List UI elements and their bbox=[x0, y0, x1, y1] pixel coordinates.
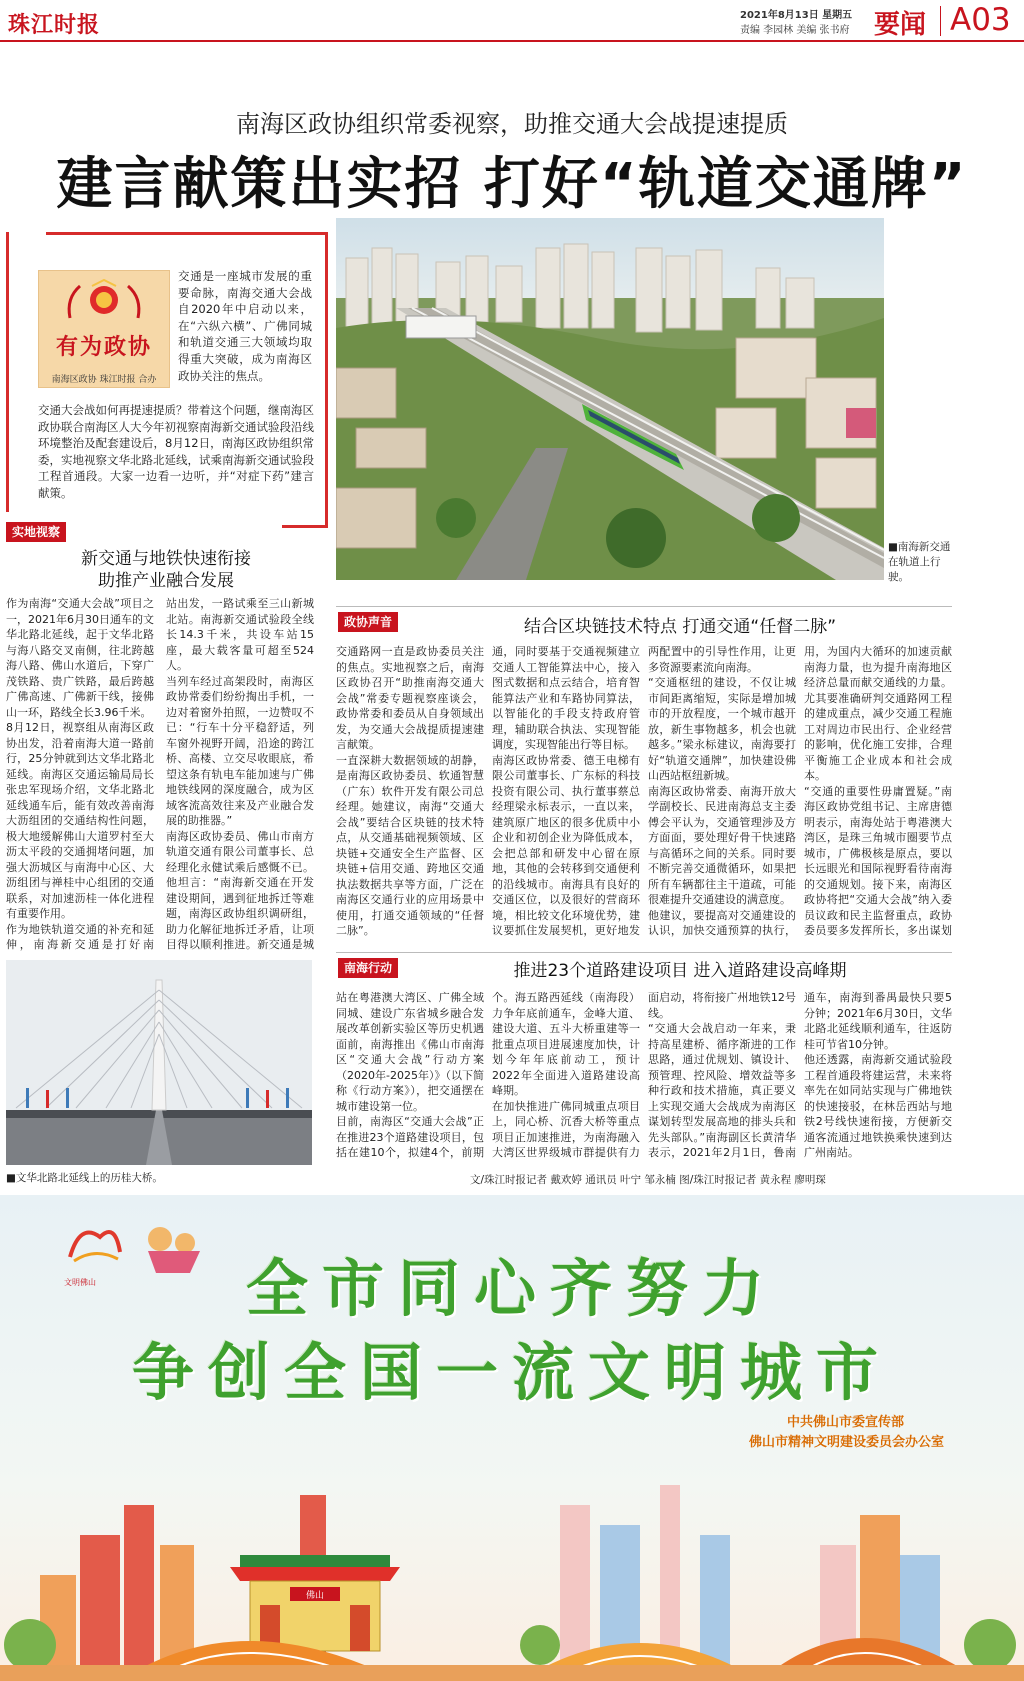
section3-column-3: 面启动，将衔接广州地铁12号线。 “交通大会战启动一年来，秉持高星建桥、循序渐进的工作思路，通过优规划、镇设计、预管理、控风险、增效益等多种行政和技术措施，真正要义上实现交通大会战成为南海区谋划转型发展高地的排头兵和先头部队。”南海副区长黄清华表示，2021年2月1日，鲁南 bbox=[648, 991, 796, 1159]
header-divider bbox=[940, 6, 941, 36]
cppcc-emblem-icon bbox=[62, 278, 146, 322]
issue-date: 2021年8月13日 星期五 bbox=[740, 10, 853, 21]
section3-column-1: 站在粤港澳大湾区、广佛全域同城、建设广东省城乡融合发展改革创新实验区等历史机遇面前，南海推出《佛山市南海区“交通大会战”行动方案（2020年-2025年）》（以下简称《行动方案》），把交通摆在城市建设第一位。 目前，南海区“交通大会战”正在推进23个道路建设项目，包括在建10个，拟建4个，前期 bbox=[336, 991, 484, 1159]
train-photo-image bbox=[336, 218, 884, 580]
bridge-photo-image bbox=[6, 960, 312, 1165]
section2-title: 结合区块链技术特点 打通交通“任督二脉” bbox=[523, 617, 837, 637]
city-skyline-illustration bbox=[0, 1395, 1024, 1681]
section1-title-line1: 新交通与地铁快速衔接 bbox=[81, 549, 251, 569]
cppcc-logo-text: 有为政协 bbox=[55, 335, 152, 360]
header-rule bbox=[0, 40, 1024, 42]
banner-org-line1: 中共佛山市委宣传部 bbox=[786, 1415, 904, 1430]
section-name: 要闻 bbox=[874, 10, 927, 40]
section1-column-1: 作为南海“交通大会战”项目之一，2021年6月30日通车的文华北路北延线，起于文华北路与海八路交叉南侧，往北跨越海八路、佛山水道后，下穿广茂铁路、贵广铁路，最后跨越广佛高速、广佛新干线，接佛山一环，路线全长3.96千米。 8月12日，视察组从南海区政协出发，沿着南海大道一路前行，25分钟就到达文华北路北延线。南海区交通运输局局长张忠军现场介绍，文华北路北延线通车后，能有效改善南海大沥组团的交通结构性问题，极大地缓解佛山大道罗村至大沥太平段的交通拥堵问题，加强大沥城区与南海中心区、大沥组团与禅桂中心组团的交通联系，对加速沥桂一体化进程有重要作用。 作为地铁轨道交通的补充和延伸，南海新交通是打好南 bbox=[6, 597, 154, 951]
article-byline: 文/珠江时报记者 戴欢婷 通讯员 叶宁 邹永楠 图/珠江时报记者 黄永程 廖明琛 bbox=[470, 1174, 826, 1186]
civilized-foshan-logo-text: 文明佛山 bbox=[64, 1278, 96, 1287]
train-photo-caption: ■南海新交通在轨道上行驶。 bbox=[888, 541, 951, 583]
section3-column-2: 个。海五路西延线（南海段）力争年底前通车，金峰大道、建设大道、五斗大桥重建等一批重点项目进展速度加快，计划今年年底前动工，预计2022年全面进入道路建设高峰期。 在加快推进广佛同城重点项目上，同心桥、沉香大桥等重点项目正加速推进，为南海融入大湾区世界级城市群提供有力 bbox=[492, 991, 640, 1159]
section3-title: 推进23个道路建设项目 进入道路建设高峰期 bbox=[513, 961, 847, 981]
section2-column-1: 交通路网一直是政协委员关注的焦点。实地视察之后，南海区政协召开“助推南海交通大会战”常委专题视察座谈会，政协常委和委员从自身领域出发，为交通大会战提质提速建言献策。 一直深耕大数据领域的胡静，是南海区政协委员、软通智慧（广东）软件开发有限公司总经理。她建议，南海“交通大会战”要结合区块链的技术特点，从交通基础视频领域、区块链+交通安全生产监督、区块链+信用交通、跨地区交通执法数据共享等方面，广泛在南海区交通行业的应用场景中使用，打通交通领域的“任督二脉”。 bbox=[336, 645, 484, 937]
section-label-voice: 政协声音 bbox=[338, 612, 398, 632]
section1-title-line2: 助推产业融合发展 bbox=[98, 571, 234, 591]
cppcc-logo-subtitle: 南海区政协 珠江时报 合办 bbox=[51, 375, 157, 385]
section-label-action: 南海行动 bbox=[338, 958, 398, 978]
issue-editors: 责编 李园林 美编 张书府 bbox=[740, 25, 850, 36]
intro-paragraph-1: 交通是一座城市发展的重要命脉，南海交通大会战自2020年中启动以来，在“六纵六横”、广佛同城和轨道交通三大领域均取得重大突破，成为南海区政协关注的焦点。 bbox=[178, 269, 312, 383]
article-kicker: 南海区政协组织常委视察，助推交通大会战提速提质 bbox=[236, 110, 788, 138]
section-label-inspection: 实地视察 bbox=[6, 522, 66, 542]
civilization-banner bbox=[0, 1195, 1024, 1681]
bridge-photo-caption: ■文华北路北延线上的历桂大桥。 bbox=[6, 1172, 163, 1184]
banner-slogan-line1: 全市同心齐努力 bbox=[245, 1252, 778, 1325]
gate-plaque-text: 佛山 bbox=[305, 1591, 325, 1601]
banner-slogan-line2: 争创全国一流文明城市 bbox=[131, 1336, 892, 1409]
section1-column-2: 站出发，一路试乘至三山新城北站。南海新交通试验段全线长14.3千米，共设车站15座，最大载客量可超至524人。 当列车经过高架段时，南海区政协常委们纷纷掏出手机，一边对着窗外拍照，一边赞叹不已：“行车十分平稳舒适，列车窗外视野开阔，沿途的跨江桥、高楼、立交尽收眼底，希望这条有轨电车能加速与广佛地铁线网的深度融合，成为区域客流高效往来及产业融合发展的助推器。” 南海区政协委员、佛山市南方轨道交通有限公司董事长、总经理化永健试乘后感慨不已。他坦言：“南海新交通在开发建设期间，遇到征地拆迁等难题，南海区政协组织调研组，助力化解征地拆迁矛盾，让项目得以顺利推进。新交通是城 bbox=[166, 597, 314, 951]
section3-column-4: 通车，南海到番禺最快只要5分钟；2021年6月30日，文华北路北延线顺利通车，往返防桂可节省10分钟。 他还透露，南海新交通试验段工程首通段将建运营，未来将率先在如同站实现与广佛地铁的快速接驳，在林岳西站与地铁2号线快速衔接，方便新交通客流通过地铁换乘快速到达广州南站。 bbox=[804, 991, 952, 1159]
newspaper-masthead: 珠江时报 bbox=[8, 12, 101, 38]
issue-info bbox=[740, 8, 860, 38]
train-photo bbox=[336, 218, 884, 580]
intro-paragraph-2: 交通大会战如何再提速提质？带着这个问题，继南海区政协联合南海区人大今年初视察南海新交通试验段沿线环境整治及配套建设后，8月12日，南海区政协组织常委，实地视察文华北路北延线，试乘南海新交通试验段工程首通段。大家一边看一边听，并“对症下药”建言献策。 bbox=[38, 403, 314, 500]
article-headline: 建言献策出实招 打好“轨道交通牌” bbox=[56, 152, 968, 217]
banner-org-line2: 佛山市精神文明建设委员会办公室 bbox=[748, 1435, 944, 1450]
section2-column-3: 两配置中的引导性作用，让更多资源要素流向南海。 “交通枢纽的建设，不仅让城市间距离缩短，实际是增加城市的开放程度，一个城市越开放，新生事物越多，机会也就越多。”梁永标建议，南海要打好“轨道交通牌”，加快建设佛山西站枢纽新城。 南海区政协常委、南海开放大学副校长、民进南海总支主委傅会平认为，交通管理涉及方方面面，要处理好骨干快速路与高循环之间的关系。同时要不断完善交通微循环，如果把所有车辆都往主干道疏，可能很难提升交通建设的满意度。 他建议，要提高对交通建设的认识，加快交通预算的执行， bbox=[648, 645, 796, 937]
section2-column-2: 通，同时要基于交通视频建立交通人工智能算法中心，接入图式数据和点云结合，培育智能算法产业和车路协同算法，以智能化的手段支持政府管理，辅助联合执法、实现智能调度，实现智能出行等目标。 南海区政协常委、德王电梯有限公司董事长、广东标的科技投资有限公司、执行董事蔡总经理梁永标表示，一直以来，建筑原广地区的很多优质中小企业和初创企业为降低成本，会把总部和研发中心留在原地，其他的会转移到交通便利的沿线城市。南海具有良好的交通区位，以及很好的营商环境，相比较文化环境优势，建议要抓住发展契机，更好地发 bbox=[492, 645, 640, 937]
section2-column-4: 用，为国内大循环的加速贡献南海力量，也为提升南海地区经济总量而献交通线的力量。尤其要准确研判交通路网工程的建成重点，减少交通工程施工对周边市民出行、企业经营的影响，优化施工安排，合理平衡施工企业成本和社会成本。 “交通的重要性毋庸置疑。”南海区政协党组书记、主席唐德明表示，南海处站于粤港澳大湾区，是珠三角城市圈要节点城市，广佛极核是原点，要以长远眼光和国际视野看待南海的交通规划。接下来，南海区政协将把“交通大会战”纳入委员议政和民主监督重点，政协委员要多发挥所长，多出谋划 bbox=[804, 645, 952, 937]
page-number: A03 bbox=[950, 2, 1011, 38]
bridge-photo bbox=[6, 960, 312, 1165]
intro-frame-right bbox=[325, 232, 328, 528]
